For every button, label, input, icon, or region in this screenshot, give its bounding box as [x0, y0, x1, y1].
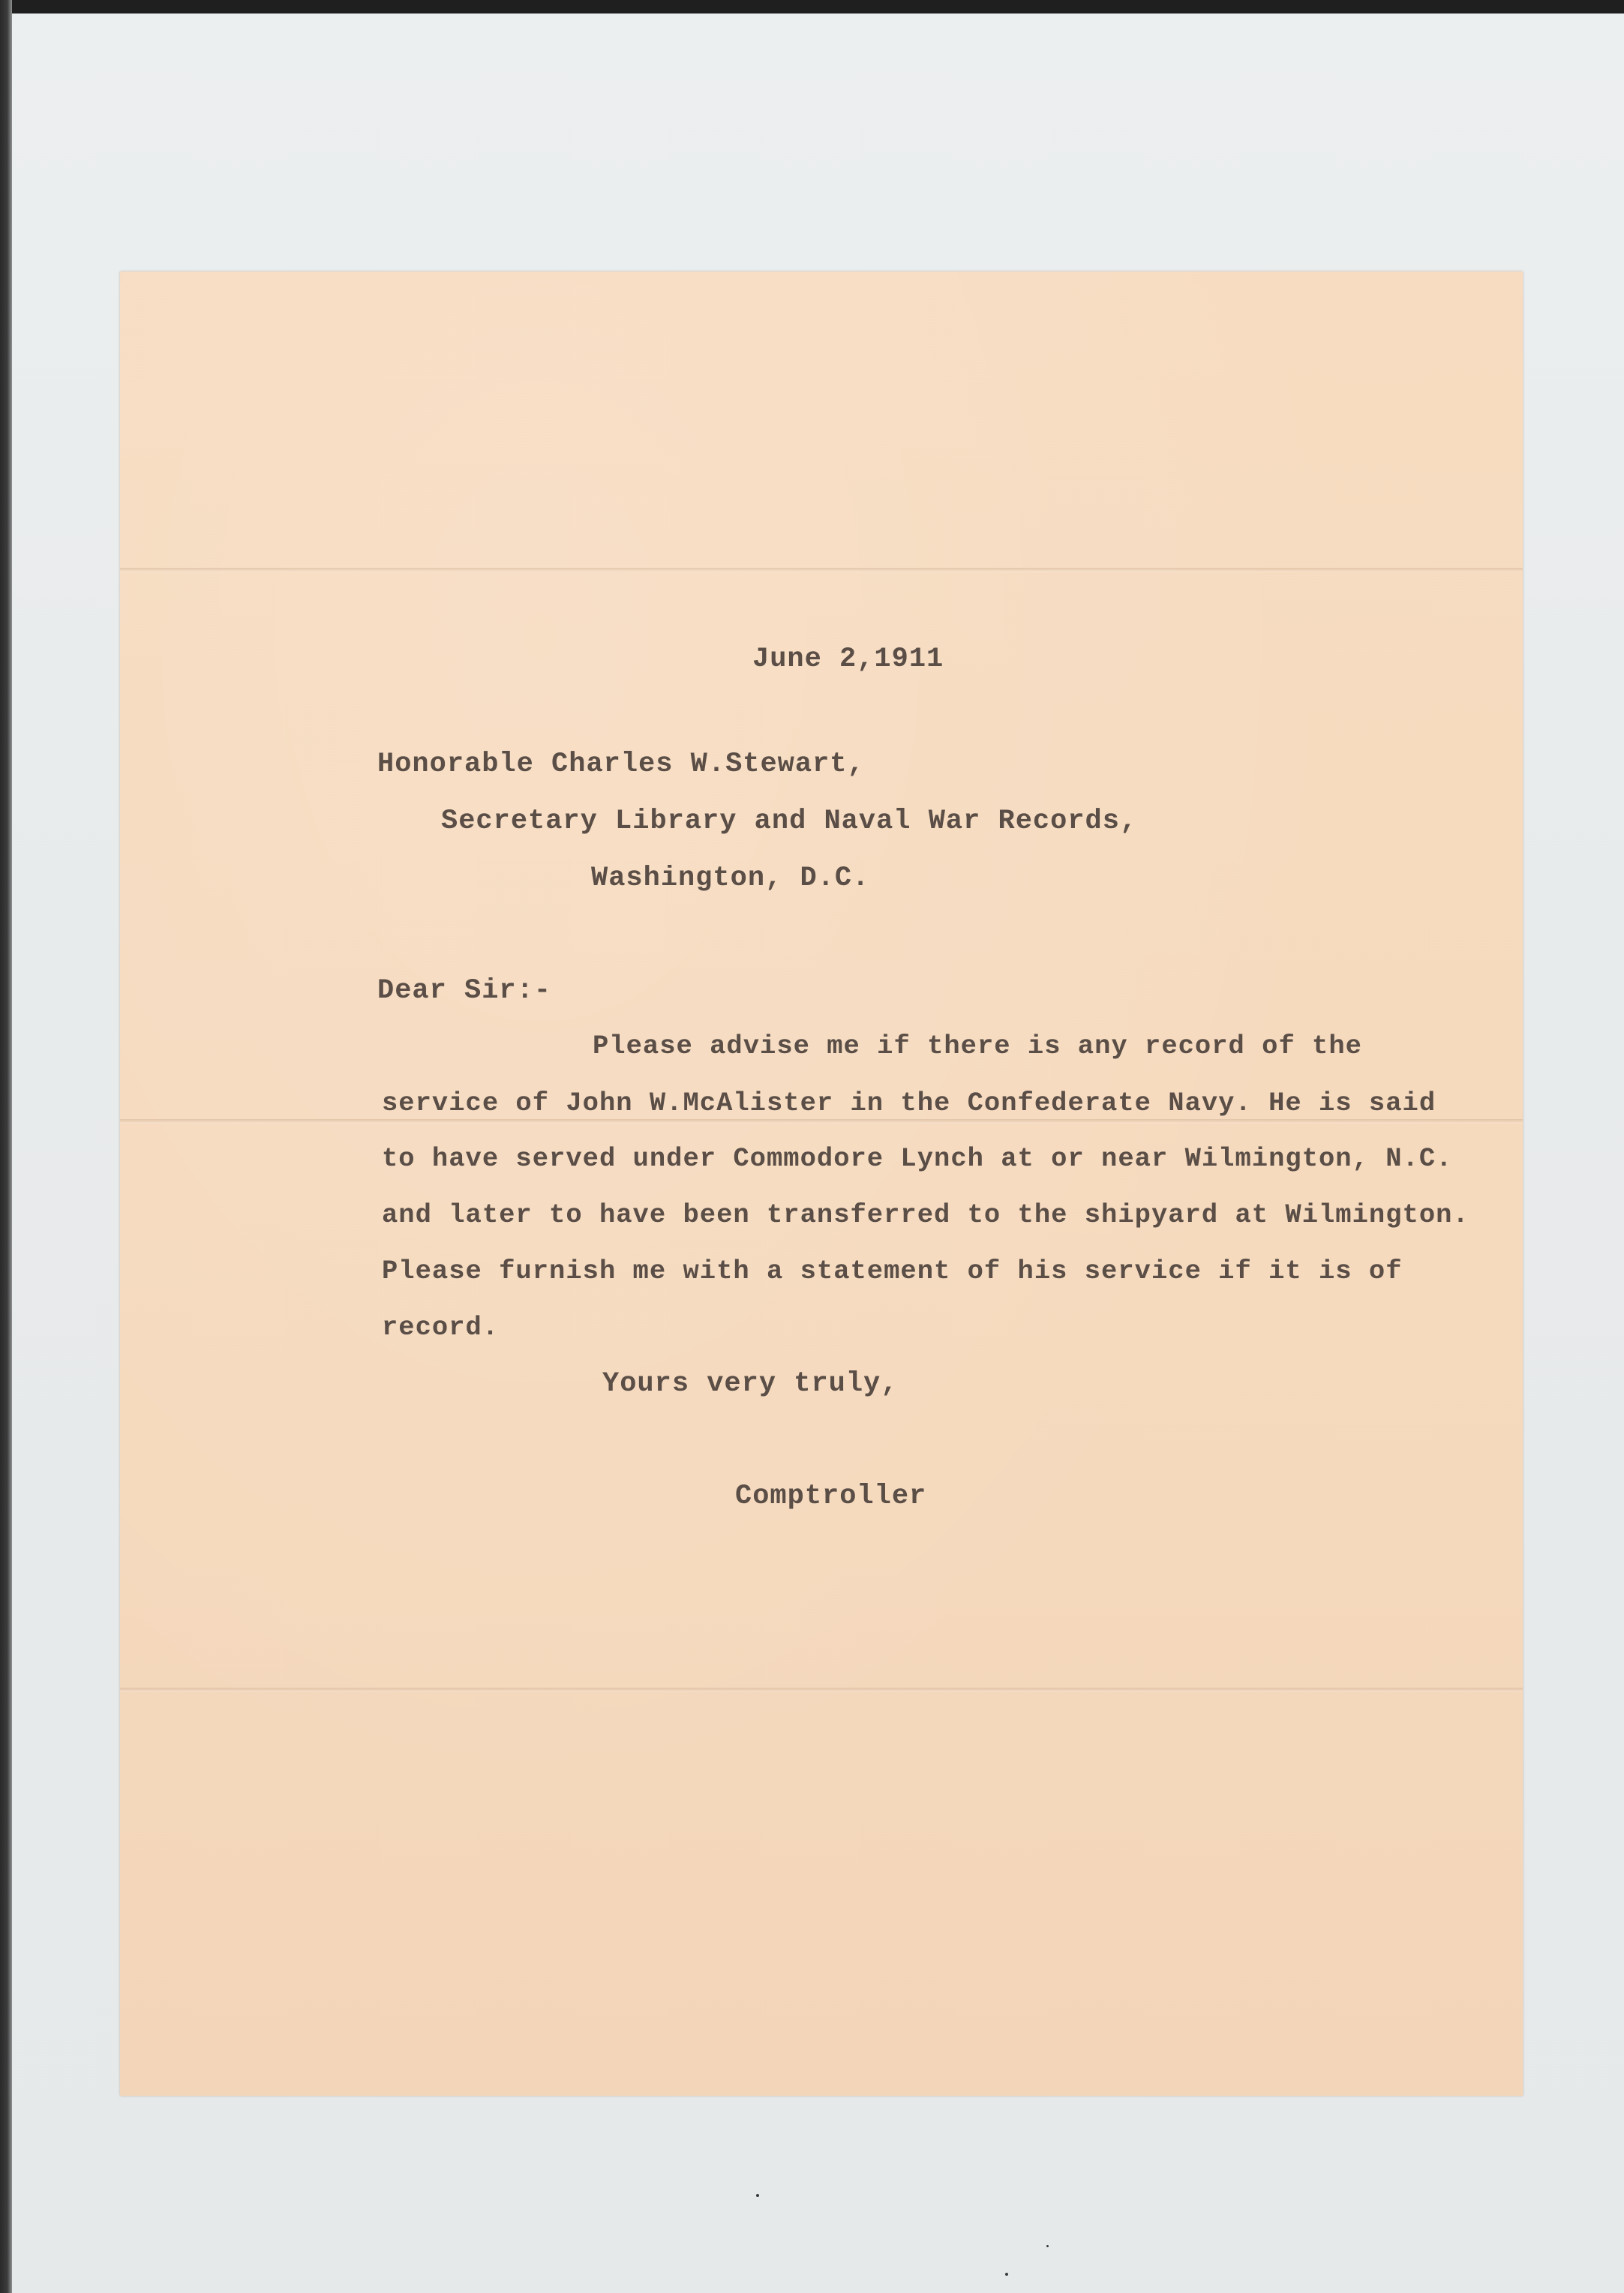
body-line: Please furnish me with a statement of his service if it is of: [382, 1256, 1403, 1286]
recipient-name: Honorable Charles W.Stewart,: [377, 749, 865, 780]
body-line: to have served under Commodore Lynch at or near Wilmington, N.C.: [382, 1143, 1453, 1174]
dust-speck: [1046, 2245, 1049, 2247]
body-line: record.: [382, 1312, 500, 1343]
recipient-location: Washington, D.C.: [591, 863, 870, 894]
body-line: and later to have been transferred to the shipyard at Wilmington.: [382, 1199, 1469, 1230]
signature-title: Comptroller: [735, 1481, 927, 1512]
dust-speck: [1005, 2273, 1008, 2276]
letter-date: June 2,1911: [752, 644, 944, 675]
closing: Yours very truly,: [602, 1368, 899, 1400]
salutation: Dear Sir:-: [377, 975, 552, 1007]
dust-speck: [756, 2194, 759, 2197]
body-line: service of John W.McAlister in the Confederate Navy. He is said: [382, 1088, 1436, 1118]
fold-crease: [120, 1119, 1523, 1124]
fold-crease: [120, 568, 1523, 572]
letter-sheet: [120, 272, 1523, 2096]
scanner-left-edge: [0, 0, 12, 2293]
body-line: Please advise me if there is any record of the: [593, 1031, 1362, 1061]
recipient-title: Secretary Library and Naval War Records,: [441, 806, 1138, 837]
fold-crease: [120, 1688, 1523, 1692]
scanner-top-edge: [0, 0, 1624, 14]
